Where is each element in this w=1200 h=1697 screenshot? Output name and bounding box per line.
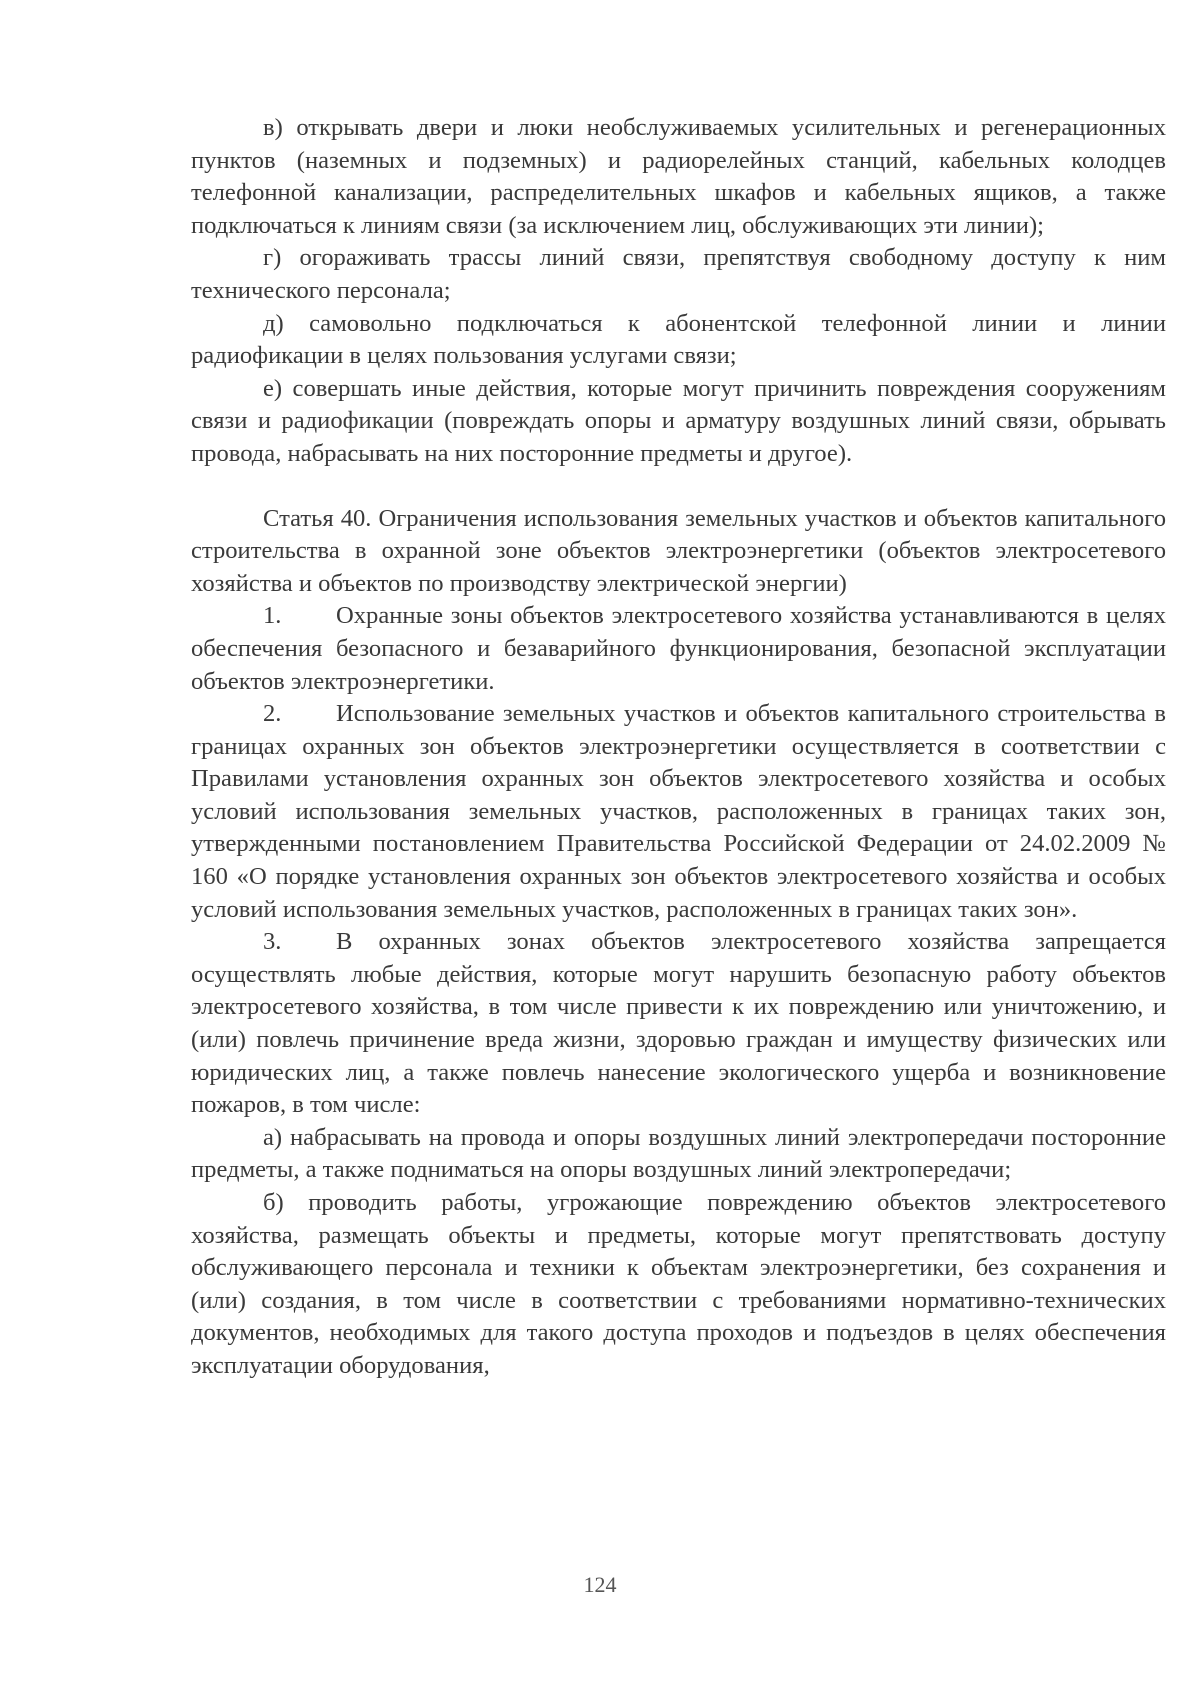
item-text: В охранных зонах объектов электросетевого хозяйства запрещается осуществлять любые действия, которые могут нарушить безопасную работу объектов электросетевого хозяйства, в том числе привести к их повреждению или уничтожению, и (или) повлечь причинение вреда жизни, здоровью граждан и имуществу физических или юридических лиц, а также повлечь нанесение экологического ущерба и возникновение пожаров, в том числе: bbox=[191, 928, 1166, 1119]
document-body bbox=[191, 112, 1166, 1383]
paragraph-e: е) совершать иные действия, которые могут причинить повреждения сооружениям связи и радиофикации (повреждать опоры и арматуру воздушных линий связи, обрывать провода, набрасывать на них посторонние предметы и другое). bbox=[191, 374, 1166, 467]
paragraph-d: д) самовольно подключаться к абонентской телефонной линии и линии радиофикации в целях пользования услугами связи; bbox=[191, 309, 1166, 370]
item-number: 2. bbox=[263, 700, 282, 728]
item-text: Использование земельных участков и объектов капитального строительства в границах охранных зон объектов электроэнергетики осуществляется в соответствии с Правилами установления охранных зон объектов электросетевого хозяйства и особых условий использования земельных участков, расположенных в границах таких зон, утвержденными постановлением Правительства Российской Федерации от 24.02.2009 № 160 «О порядке установления охранных зон объектов электросетевого хозяйства и особых условий использования земельных участков, расположенных в границах таких зон». bbox=[191, 700, 1166, 923]
paragraph-a: а) набрасывать на провода и опоры воздушных линий электропередачи посторонние предметы, а также подниматься на опоры воздушных линий электропередачи; bbox=[191, 1123, 1166, 1184]
item-number: 1. bbox=[263, 602, 282, 630]
numbered-item-2 bbox=[191, 698, 1166, 926]
numbered-item-3 bbox=[191, 926, 1166, 1122]
paragraph-b: б) проводить работы, угрожающие повреждению объектов электросетевого хозяйства, размещать объекты и предметы, которые могут препятствовать доступу обслуживающего персонала и техники к объектам электроэнергетики, без сохранения и (или) создания, в том числе в соответствии с требованиями нормативно-технических документов, необходимых для такого доступа проходов и подъездов в целях обеспечения эксплуатации оборудования, bbox=[191, 1189, 1166, 1379]
article-heading: Статья 40. Ограничения использования земельных участков и объектов капитального строительства в охранной зоне объектов электроэнергетики (объектов электросетевого хозяйства и объектов по производству электрической энергии) bbox=[191, 504, 1166, 597]
paragraph-v: в) открывать двери и люки необслуживаемых усилительных и регенерационных пунктов (наземных и подземных) и радиорелейных станций, кабельных колодцев телефонной канализации, распределительных шкафов и кабельных ящиков, а также подключаться к линиям связи (за исключением лиц, обслуживающих эти линии); bbox=[191, 114, 1166, 239]
paragraph-g: г) огораживать трассы линий связи, препятствуя свободному доступу к ним технического персонала; bbox=[191, 244, 1166, 304]
numbered-item-1 bbox=[191, 600, 1166, 698]
page-number: 124 bbox=[583, 1572, 617, 1597]
item-text: Охранные зоны объектов электросетевого хозяйства устанавливаются в целях обеспечения безопасного и безаварийного функционирования, безопасной эксплуатации объектов электроэнергетики. bbox=[191, 602, 1166, 695]
item-number: 3. bbox=[263, 928, 282, 956]
